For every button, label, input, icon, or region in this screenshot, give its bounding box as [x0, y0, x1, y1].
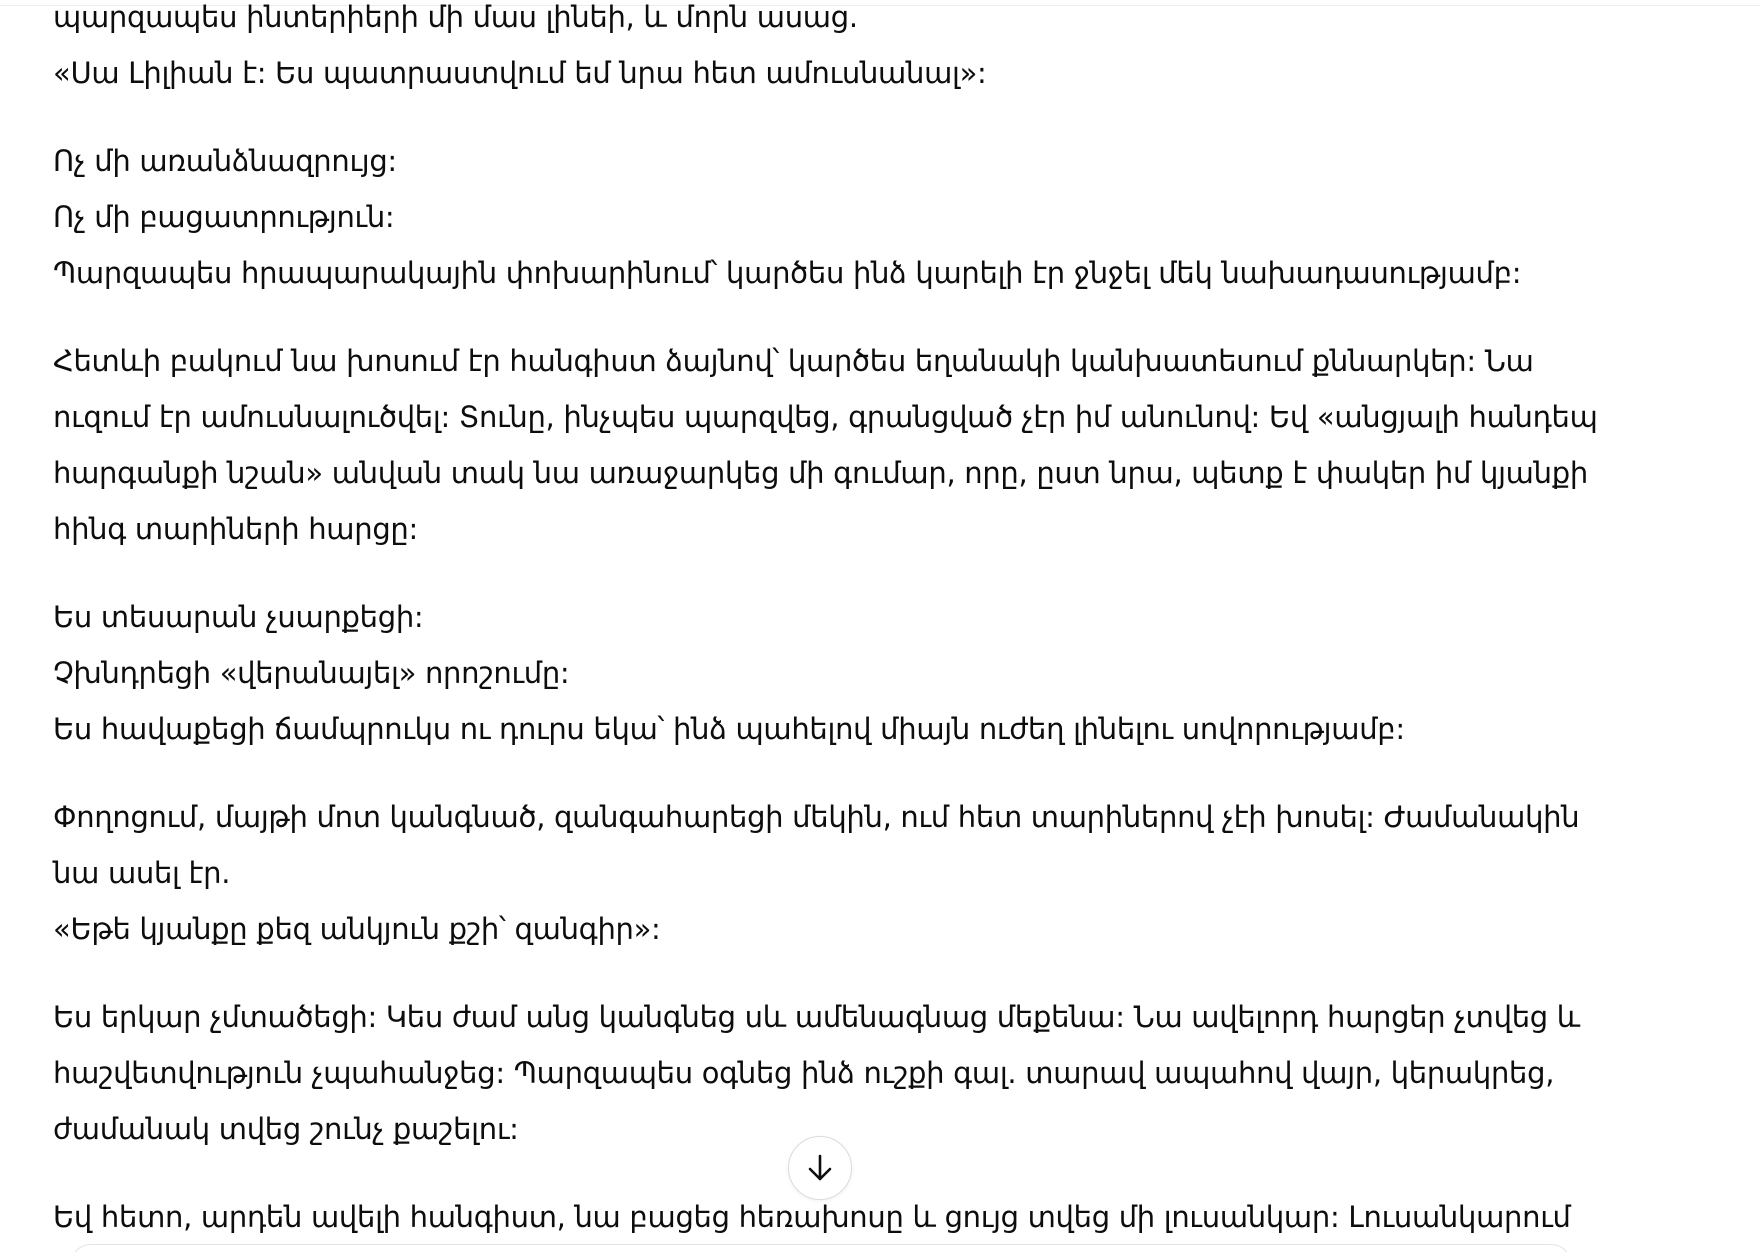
text-line: Ես տեսարան չսարքեցի: [53, 600, 424, 634]
message-paragraph [53, 589, 1653, 757]
text-line: Ոչ մի առանձնազրույց: [53, 144, 397, 178]
text-line: ժամանակ տվեց շունչ քաշելու: [53, 1112, 519, 1146]
message-paragraph [53, 1189, 1653, 1245]
message-paragraph [53, 0, 1653, 101]
text-line: Ես հավաքեցի ճամպրուկս ու դուրս եկա՝ ինձ պահելով միայն ուժեղ լինելու սովորությամբ: [53, 712, 1405, 746]
message-paragraph [53, 133, 1653, 301]
message-paragraph [53, 989, 1653, 1157]
text-line: Հետևի բակում նա խոսում էր հանգիստ ձայնով՝ կարծես եղանակի կանխատեսում քննարկեր: Նա [53, 344, 1534, 378]
text-line: «Եթե կյանքը քեզ անկյուն քշի՝ զանգիր»: [53, 912, 661, 946]
text-line: հարգանքի նշան» անվան տակ նա առաջարկեց մի գումար, որը, ըստ նրա, պետք է փակեր իմ կյանքի [53, 456, 1588, 490]
text-line: Ոչ մի բացատրություն: [53, 200, 395, 234]
message-composer[interactable] [70, 1244, 1572, 1252]
message-paragraph [53, 333, 1653, 557]
arrow-down-icon [806, 1153, 834, 1183]
text-line: ուզում էր ամուսնալուծվել: Տունը, ինչպես պարզվեց, գրանցված չէր իմ անունով: Եվ «անցյալի հանդեպ [53, 400, 1598, 434]
text-line: հաշվետվություն չպահանջեց: Պարզապես օգնեց ինձ ուշքի գալ. տարավ ապահով վայր, կերակրեց, [53, 1056, 1555, 1090]
text-line: Եվ հետո, արդեն ավելի հանգիստ, նա բացեց հեռախոսը և ցույց տվեց մի լուսանկար: Լուսանկարում [53, 1200, 1571, 1234]
text-line: պարզապես ինտերիերի մի մաս լինեի, և մորն ասաց. [53, 0, 858, 34]
text-line: հինգ տարիների հարցը: [53, 512, 418, 546]
text-line: Պարզապես հրապարակային փոխարինում՝ կարծես ինձ կարելի էր ջնջել մեկ նախադասությամբ: [53, 256, 1522, 290]
message-content [53, 0, 1653, 1252]
message-paragraph [53, 789, 1653, 957]
text-line: Չխնդրեցի «վերանայել» որոշումը: [53, 656, 570, 690]
text-line: Փողոցում, մայթի մոտ կանգնած, զանգահարեցի մեկին, ում հետ տարիներով չէի խոսել: Ժամանակին [53, 800, 1580, 834]
text-line: նա ասել էր. [53, 856, 231, 890]
text-line: Ես երկար չմտածեցի: Կես ժամ անց կանգնեց սև ամենագնաց մեքենա: Նա ավելորդ հարցեր չտվեց և [53, 1000, 1580, 1034]
scroll-to-bottom-button[interactable] [788, 1136, 852, 1200]
text-line: «Սա Լիլիան է: Ես պատրաստվում եմ նրա հետ ամուսնանալ»: [53, 56, 987, 90]
